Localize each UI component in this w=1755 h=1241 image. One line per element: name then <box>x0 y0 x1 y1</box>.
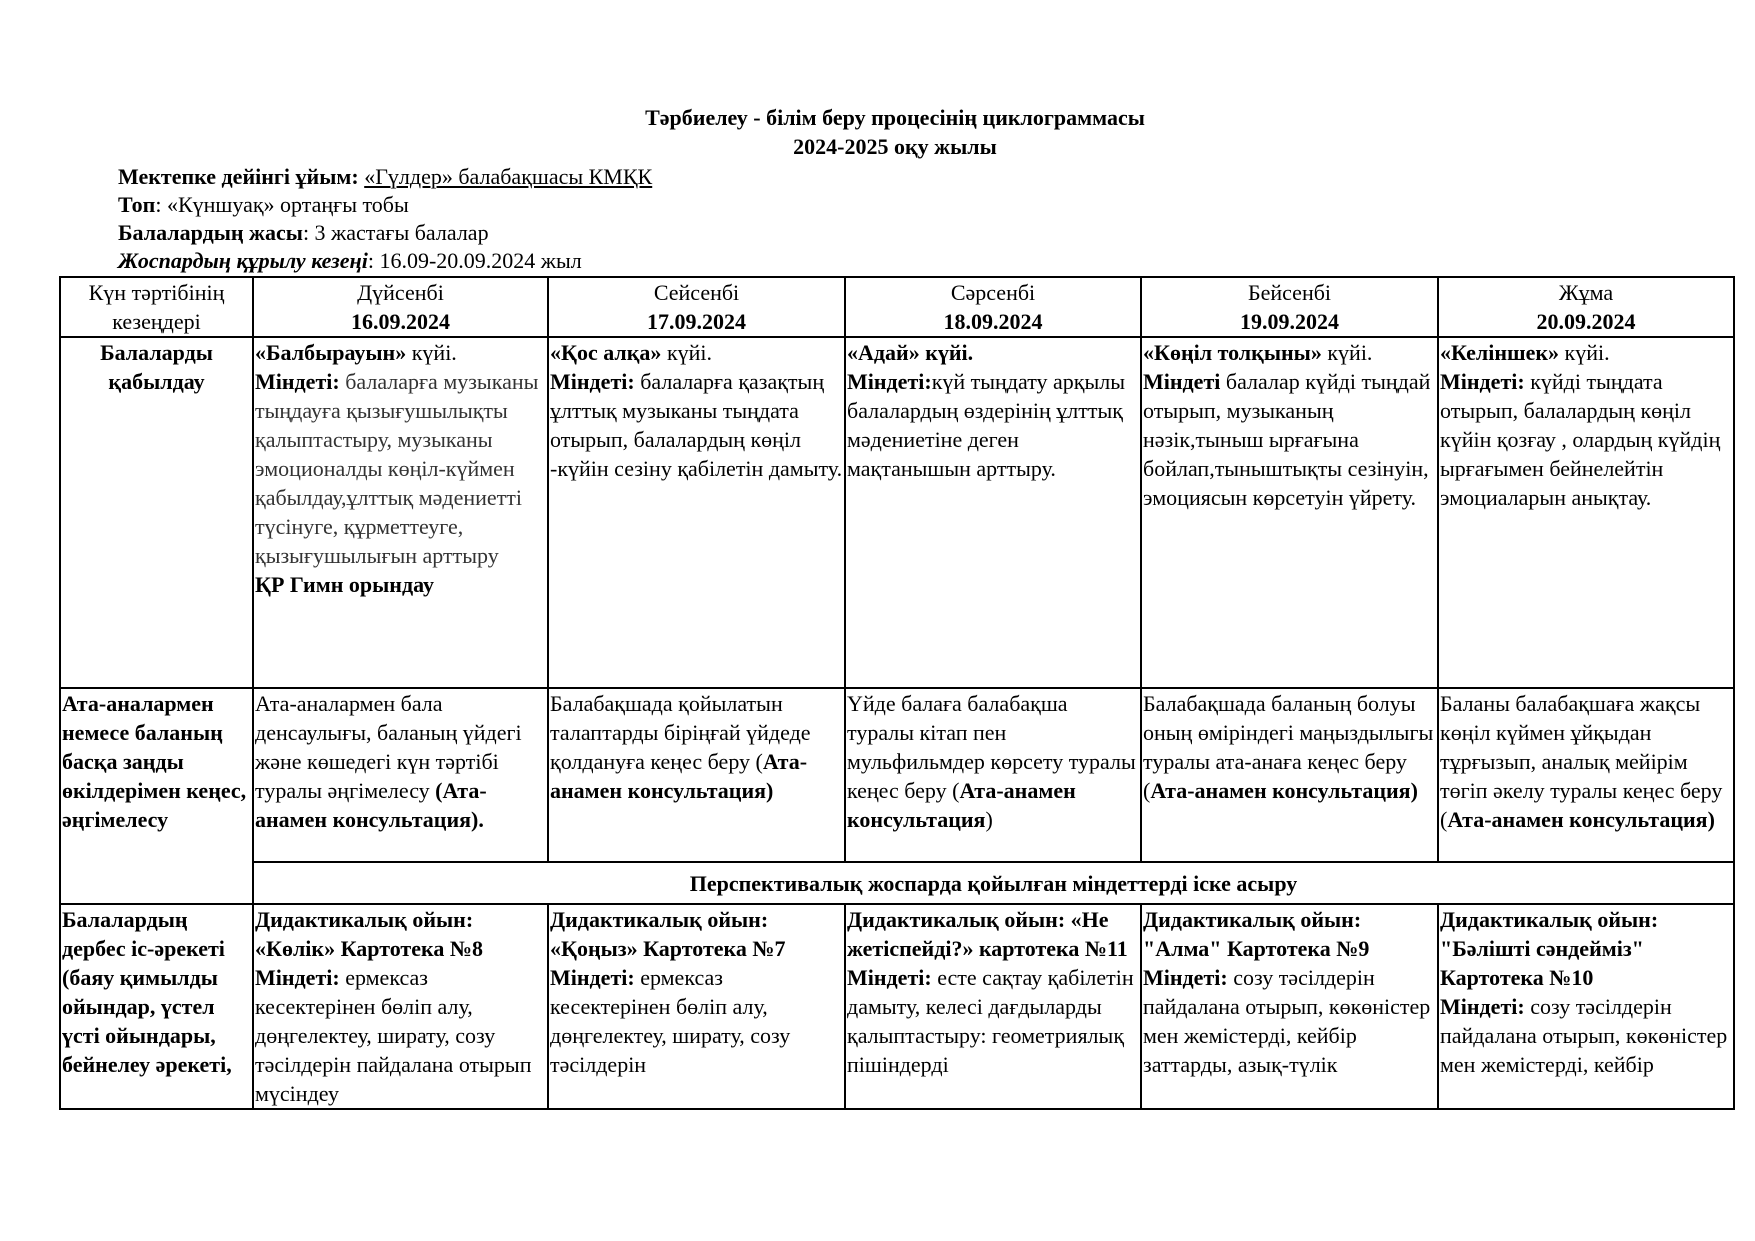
receiving-cell-day-4 <box>1141 337 1438 688</box>
task-text: созу тәсілдерін пайдалана отырып, көкөністер мен жемістерді, кейбір заттарды, азық-түлік <box>1143 965 1431 1077</box>
consult-bold: Ата-анамен консультация) <box>1447 807 1715 832</box>
meta-period-label: Жоспардың құрылу кезеңі <box>118 248 368 273</box>
consult-tail: ) <box>985 807 993 832</box>
row-label-didactic: Балалардың дербес іс-әрекеті (баяу қимылды ойындар, үстел үсті ойындары, бейнелеу әрекеті, <box>60 904 253 1109</box>
meta-period <box>118 247 582 275</box>
row-label-parents: Ата-аналармен немесе баланың басқа заңды өкілдерімен кеңес, әңгімелесу <box>60 688 253 904</box>
song-suffix: күйі. <box>406 340 457 365</box>
meta-organization <box>118 163 652 191</box>
table-row-receiving <box>60 337 1734 688</box>
day-date: 18.09.2024 <box>943 309 1043 334</box>
task-text: ермексаз кесектерінен бөліп алу, дөңгелектеу, ширату, созу тәсілдерін <box>550 965 791 1077</box>
task-label: Міндеті: <box>1440 994 1525 1019</box>
task-label: Міндеті: <box>1440 369 1525 394</box>
task-label: Міндеті: <box>255 965 340 990</box>
table-header-row <box>60 277 1734 337</box>
didactic-cell-day-1 <box>253 904 548 1109</box>
day-name: Жұма <box>1558 280 1614 305</box>
parents-cell-day-2 <box>548 688 845 862</box>
header-cell-stages <box>60 277 253 337</box>
didactic-cell-day-4 <box>1141 904 1438 1109</box>
cyclogram-table <box>59 276 1735 1110</box>
game-heading: Дидактикалық ойын: "Алма" Картотека №9 <box>1143 907 1370 961</box>
receiving-cell-day-3 <box>845 337 1141 688</box>
parents-cell-day-3 <box>845 688 1141 862</box>
meta-age-label: Балалардың жасы <box>118 220 303 245</box>
header-cell-day-4 <box>1141 277 1438 337</box>
game-heading: Дидактикалық ойын: "Бәлішті сәндейміз" Картотека №10 <box>1440 907 1659 990</box>
parents-cell-day-4 <box>1141 688 1438 862</box>
header-cell-day-3 <box>845 277 1141 337</box>
consult-bold: Ата-анамен консультация) <box>1150 778 1418 803</box>
consult-bold: (Ата-анамен консультация). <box>255 778 487 832</box>
receiving-cell-day-1 <box>253 337 548 688</box>
day-date: 16.09.2024 <box>351 309 450 334</box>
header-cell-day-5 <box>1438 277 1734 337</box>
task-text: күй тыңдату арқылы балалардың өздерінің ұлттық мәдениетіне деген мақтанышын арттыру. <box>847 369 1126 481</box>
didactic-cell-day-3 <box>845 904 1141 1109</box>
parents-cell-day-5 <box>1438 688 1734 862</box>
song-title: «Балбырауын» <box>255 340 407 365</box>
task-text: созу тәсілдерін пайдалана отырып, көкөністер мен жемістерді, кейбір <box>1440 994 1728 1077</box>
task-text: балалар күйді тыңдай отырып, музыканың нәзік,тыныш ырғағына бойлап,тыныштықты сезінуін, эмоциясын көрсетуін үйрету. <box>1143 369 1431 510</box>
task-text: күйді тыңдата отырып, балалардың көңіл күйін қозғау , олардың күйдің ырғағымен бейнелейтін эмоциаларын анықтау. <box>1440 369 1721 510</box>
consult-bold: Ата-анамен консультация <box>847 778 1076 832</box>
row-label-receiving <box>60 337 253 688</box>
table-row-didactic <box>60 904 1734 1109</box>
header-stages-line2: кезеңдері <box>112 309 201 334</box>
meta-group-value: : «Күншуақ» ортаңғы тобы <box>155 192 409 217</box>
didactic-cell-day-5 <box>1438 904 1734 1109</box>
day-date: 20.09.2024 <box>1536 309 1636 334</box>
consult-text: Үйде балаға балабақша туралы кітап пен мульфильмдер көрсету туралы кеңес беру ( <box>847 691 1136 803</box>
header-cell-day-1 <box>253 277 548 337</box>
meta-age-value: : 3 жастағы балалар <box>302 220 489 245</box>
day-date: 19.09.2024 <box>1240 309 1339 334</box>
meta-group <box>118 191 409 219</box>
meta-group-label: Топ <box>118 192 156 217</box>
song-title: «Қос алқа» <box>550 340 662 365</box>
consult-bold: Ата-анамен консультация) <box>550 749 808 803</box>
receiving-cell-day-2 <box>548 337 845 688</box>
meta-organization-value: «Гүлдер» балабақшасы КМҚК <box>364 164 653 189</box>
header-cell-day-2 <box>548 277 845 337</box>
song-suffix: күйі. <box>661 340 713 365</box>
task-label: Міндеті: <box>847 369 932 394</box>
row-label-line2: қабылдау <box>108 369 205 394</box>
game-heading: Дидактикалық ойын: «Қоңыз» Картотека №7 <box>550 907 786 961</box>
task-text: балаларға музыканы тыңдауға қызығушылықты қалыптастыру, музыканы эмоционалды көңіл-күймен қабылдау,ұлттық мәдениетті түсінуге, құрметтеуге, қызығушылығын арттыру <box>255 369 539 568</box>
header-stages-line1: Күн тәртібінің <box>88 280 225 305</box>
anthem-note: ҚР Гимн орындау <box>255 572 434 597</box>
task-text: ермексаз кесектерінен бөліп алу, дөңгелектеу, ширату, созу тәсілдерін пайдалана отырып мүсіндеу <box>255 965 532 1106</box>
day-name: Бейсенбі <box>1247 280 1332 305</box>
task-label: Міндеті: <box>847 965 932 990</box>
parents-cell-day-1 <box>253 688 548 862</box>
document-year: 2024-2025 оқу жылы <box>793 134 997 159</box>
meta-organization-label: Мектепке дейінгі ұйым: <box>118 164 359 189</box>
consult-text: Баланы балабақшаға жақсы көңіл күймен ұйқыдан тұрғызып, аналық мейірім төгіп әкелу туралы кеңес беру ( <box>1440 691 1723 832</box>
day-name: Дүйсенбі <box>357 280 444 305</box>
task-label: Міндеті: <box>1143 965 1228 990</box>
consult-text: Балабақшада қойылатын талаптарды біріңғай үйдеде қолдануға кеңес беру ( <box>550 691 811 774</box>
meta-period-value: : 16.09-20.09.2024 жыл <box>367 248 582 273</box>
consult-text: Балабақшада баланың болуы оның өміріндегі маңыздылыгы туралы ата-анаға кеңес беру ( <box>1143 691 1434 803</box>
game-heading: Дидактикалық ойын: «Не жетіспейді?» картотека №11 <box>847 907 1128 961</box>
song-title: «Көңіл толқыны» <box>1143 340 1322 365</box>
perspective-banner: Перспективалық жоспарда қойылған міндеттерді іске асыру <box>253 862 1734 904</box>
song-suffix: күйі. <box>1559 340 1610 365</box>
meta-age <box>118 219 489 247</box>
task-text: есте сақтау қабілетін дамыту, келесі дағдыларды қалыптастыру: геометриялық пішіндерді <box>847 965 1134 1077</box>
didactic-cell-day-2 <box>548 904 845 1109</box>
table-row-parents <box>60 688 1734 862</box>
song-title: «Келіншек» <box>1440 340 1560 365</box>
day-name: Сейсенбі <box>653 280 740 305</box>
task-label: Міндеті: <box>255 369 340 394</box>
song-title: «Адай» күйі. <box>847 340 974 365</box>
table-row-perspective <box>60 862 1734 904</box>
consult-text: Ата-аналармен бала денсаулығы, баланың үйдегі және көшедегі күн тәртібі туралы әңгімелесу <box>255 691 522 803</box>
task-label: Міндеті: <box>550 965 635 990</box>
song-suffix: күйі. <box>1321 340 1373 365</box>
document-title: Тәрбиелеу - білім беру процесінің циклограммасы <box>645 105 1145 130</box>
task-label: Міндеті: <box>550 369 635 394</box>
day-name: Сәрсенбі <box>950 280 1036 305</box>
game-heading: Дидактикалық ойын: «Көлік» Картотека №8 <box>255 907 483 961</box>
row-label-line1: Балаларды <box>100 340 213 365</box>
day-date: 17.09.2024 <box>647 309 746 334</box>
receiving-cell-day-5 <box>1438 337 1734 688</box>
task-label: Міндеті <box>1143 369 1221 394</box>
task-text: балаларға қазақтың ұлттық музыканы тыңдата отырып, балалардың көңіл -күйін сезіну қабілетін дамыту. <box>550 369 843 481</box>
